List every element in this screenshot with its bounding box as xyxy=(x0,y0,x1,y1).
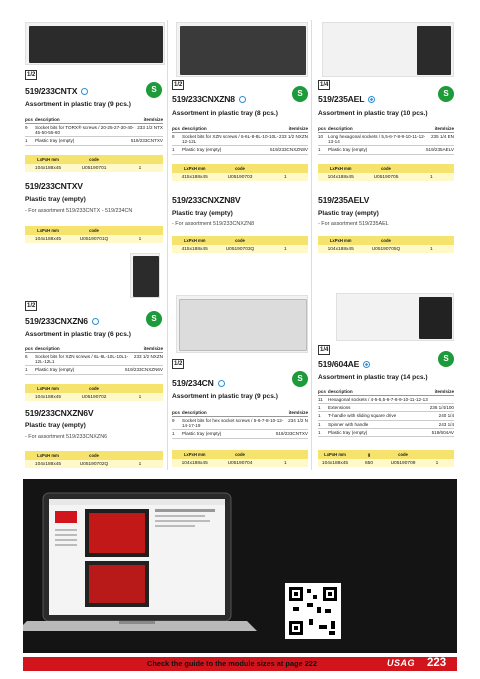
tray-image xyxy=(29,26,163,63)
code-box: LxPxH mm code 104x188x45 U05190702 1 xyxy=(25,384,163,401)
size-fraction: 1/4 xyxy=(320,82,329,88)
product-note: - For assortment 519/233CNXZN8 xyxy=(172,221,255,227)
product-code: 519/604AE xyxy=(318,359,370,369)
content-table: pcs description item/size 6 Socket bits for XZN screws / 6L-8L-10L-10L1-12L-12L1 233 1/2 NXZN 1 Plastic tray (empty) 519/233CNXZN6V xyxy=(25,346,163,375)
size-fraction: 1/2 xyxy=(27,303,36,309)
laptop-illustration xyxy=(23,479,457,653)
code-box: LxPxH mm code 415x188x45 U05190703Q 1 xyxy=(172,236,308,253)
col-desc: description xyxy=(34,117,60,122)
table-row: 1 Plastic tray (empty) 519/233CNXZN8V xyxy=(172,146,308,154)
content-table xyxy=(25,117,163,146)
ring-icon xyxy=(239,96,246,103)
product-note: - For assortment 519/233CNTX - 519/234CN xyxy=(25,208,133,214)
status-badge: S xyxy=(292,371,308,387)
ring-icon xyxy=(368,96,375,103)
product-photo xyxy=(336,293,454,341)
table-row: 9 Socket bits for TORX® screws / 20-25-27-30-40-45-50-55-60 233 1/2 NTX xyxy=(25,124,163,137)
size-fraction: 1/2 xyxy=(174,361,183,367)
product-title: Assortment in plastic tray (14 pcs.) xyxy=(318,374,428,381)
product-title: Plastic tray (empty) xyxy=(318,210,379,217)
column-divider xyxy=(167,20,168,470)
footer-bar xyxy=(23,657,457,671)
status-badge: S xyxy=(438,86,454,102)
content-table: pcs description item/size 11 Hexagonal sockets / 4-5-5,5-6-7-8-9-10-11-12-13 1 Extensions 236 1/4/100 1 T-handle with sliding square drive 240 1/4 1 Spinner with handle 243 1/4 1 Plastic tray (empty) 519/604AV xyxy=(318,389,454,437)
product-title: Plastic tray (empty) xyxy=(172,210,233,217)
table-row: 1 Spinner with handle 243 1/4 xyxy=(318,421,454,429)
table-row: 11 Hexagonal sockets / 4-5-5,5-6-7-8-9-10-11-12-13 xyxy=(318,396,454,404)
ring-icon xyxy=(92,318,99,325)
table-row: 6 Socket bits for XZN screws / 6L-8L-10L-10L1-12L-12L1 233 1/2 NXZN xyxy=(25,353,163,366)
product-title: Plastic tray (empty) xyxy=(25,422,86,429)
product-title: Assortment in plastic tray (6 pcs.) xyxy=(25,331,131,338)
tray-image xyxy=(133,256,159,297)
status-badge: S xyxy=(292,86,308,102)
size-fraction: 1/2 xyxy=(174,82,183,88)
product-photo xyxy=(176,22,308,77)
product-title: Assortment in plastic tray (8 pcs.) xyxy=(172,110,278,117)
size-fraction: 1/4 xyxy=(320,347,329,353)
code-box: LxPxH mm code 104x188x45 U05190701 1 xyxy=(25,155,163,172)
content-table: pcs description item/size 10 Long hexagonal sockets / 5,5-6-7-8-9-10-11-12-13-14 235 1/4 EN 1 Plastic tray (empty) 519/235AELV xyxy=(318,126,454,155)
ring-icon xyxy=(81,88,88,95)
table-row: 1 Plastic tray (empty) 519/233CNTXV xyxy=(25,137,163,145)
code-box: LxPxH mm code 104x188x45 U05190705Q 1 xyxy=(318,236,454,253)
table-row: 1 Plastic tray (empty) 519/233CNXZN6V xyxy=(25,366,163,374)
product-code: 519/233CNXZN8 xyxy=(172,94,246,104)
code-box: LxPxH mm code 104x188x45 U05190705 1 xyxy=(318,164,454,181)
table-row: 1 Plastic tray (empty) 519/604AV xyxy=(318,429,454,437)
status-badge: S xyxy=(146,311,162,327)
table-row: 1 Extensions 236 1/4/100 xyxy=(318,404,454,412)
table-row: 1 Plastic tray (empty) 519/233CNTXV xyxy=(172,430,308,438)
product-title: Assortment in plastic tray (9 pcs.) xyxy=(25,101,131,108)
content-table: pcs description item/size 8 Socket bits for XZN screws / 6-6L-8-8L-10-10L-12-12L 233 1/2 NXZN 1 Plastic tray (empty) 519/233CNXZN8V xyxy=(172,126,308,155)
table-row: 8 Socket bits for XZN screws / 6-6L-8-8L-10-10L-12-12L 233 1/2 NXZN xyxy=(172,133,308,146)
product-title: Assortment in plastic tray (9 pcs.) xyxy=(172,393,278,400)
size-fraction: 1/2 xyxy=(27,72,36,78)
code-box: LxPxH mm g code 104x188x45 650 U05190709 1 xyxy=(318,450,454,467)
product-title: Assortment in plastic tray (10 pcs.) xyxy=(318,110,428,117)
code-box: LxPxH mm code 104x188x45 U05190701Q 1 xyxy=(25,226,163,243)
tray-image xyxy=(180,26,306,75)
code-box: LxPxH mm code 104x188x45 U05190704 1 xyxy=(172,450,308,467)
promo-banner xyxy=(23,479,457,653)
product-photo xyxy=(322,22,454,77)
ring-icon xyxy=(363,361,370,368)
table-row: 1 Plastic tray (empty) 519/235AELV xyxy=(318,146,454,154)
col-size: item/size xyxy=(143,117,163,122)
product-note: - For assortment 519/233CNXZN6 xyxy=(25,434,108,440)
product-code: 519/235AEL xyxy=(318,94,375,104)
tray-image xyxy=(419,297,452,339)
product-title: Plastic tray (empty) xyxy=(25,196,86,203)
page-number: 223 xyxy=(427,657,447,669)
brand-logo: USAG xyxy=(387,658,416,668)
product-photo xyxy=(25,22,165,65)
product-note: - For assortment 519/235AEL xyxy=(318,221,389,227)
content-table: pcs description item/size 9 Socket bits for hex socket screws / 5-6-7-8-10-12-14-17-19 234 1/2 N 1 Plastic tray (empty) 519/233CNTXV xyxy=(172,410,308,439)
code-box: LxPxH mm code 104x188x45 U05190702Q 1 xyxy=(25,451,163,468)
table-row: 1 T-handle with sliding square drive 240 1/4 xyxy=(318,412,454,420)
product-code: 519/233CNXZN6 xyxy=(25,316,99,326)
status-badge: S xyxy=(438,351,454,367)
product-code: 519/233CNTXV xyxy=(25,181,83,191)
col-pcs: pcs xyxy=(25,117,33,122)
ring-icon xyxy=(218,380,225,387)
product-code: 519/233CNXZN6V xyxy=(25,408,94,418)
product-code: 519/235AELV xyxy=(318,195,370,205)
product-photo xyxy=(176,295,308,353)
table-row: 10 Long hexagonal sockets / 5,5-6-7-8-9-10-11-12-13-14 235 1/4 EN xyxy=(318,133,454,146)
column-divider xyxy=(311,20,312,470)
status-badge: S xyxy=(146,82,162,98)
tray-image xyxy=(417,26,451,75)
code-box: LxPxH mm code 415x188x45 U05190703 1 xyxy=(172,164,308,181)
product-code: 519/233CNTX xyxy=(25,86,88,96)
guide-note: Check the guide to the module sizes at page 222 xyxy=(147,659,318,668)
product-code: 519/233CNXZN8V xyxy=(172,195,241,205)
product-code: 519/234CN xyxy=(172,378,225,388)
tray-image xyxy=(179,299,307,351)
product-photo xyxy=(130,253,160,298)
table-row: 9 Socket bits for hex socket screws / 5-6-7-8-10-12-14-17-19 234 1/2 N xyxy=(172,417,308,430)
